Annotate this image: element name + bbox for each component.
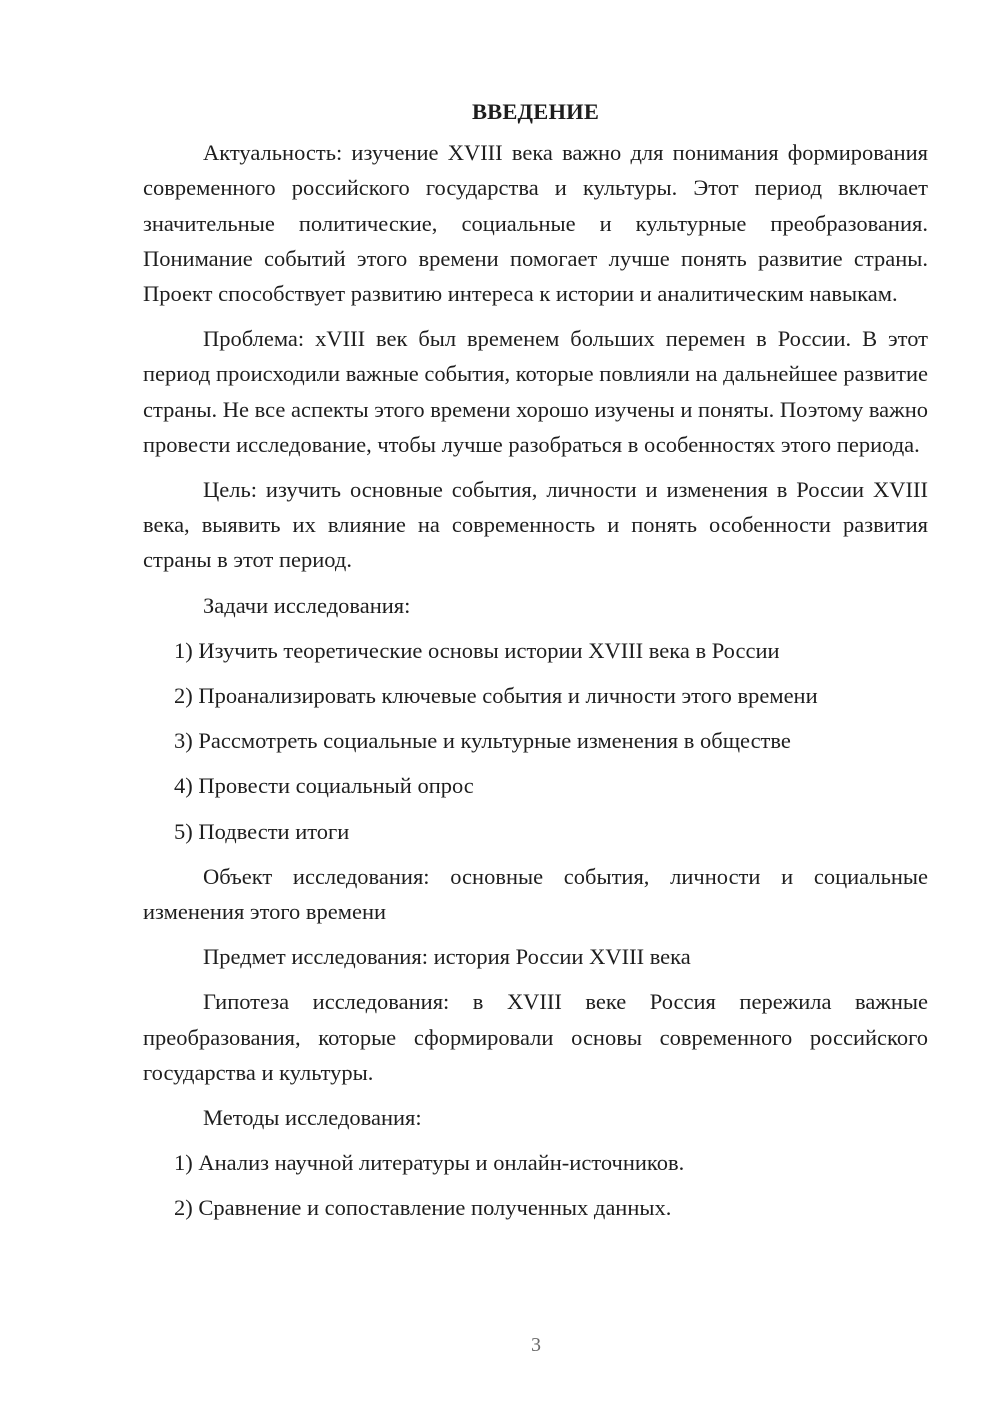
list-item: 5) Подвести итоги <box>174 818 350 844</box>
page-content <box>143 94 928 1236</box>
list-item: 2) Сравнение и сопоставление полученных данных. <box>174 1195 672 1221</box>
subject-paragraph: Предмет исследования: история России XVIII века <box>203 944 691 970</box>
section-title: ВВЕДЕНИЕ <box>471 99 600 124</box>
list-item: 1) Анализ научной литературы и онлайн-источников. <box>174 1150 685 1176</box>
problem-paragraph: Проблема: xVIII век был временем больших перемен в России. В этот период происходили важные события, которые повлияли на дальнейшее развитие страны. Не все аспекты этого времени хорошо изучены и поняты. Поэтому важно провести исследование, чтобы лучше разобраться в особенностях этого периода. <box>143 326 928 457</box>
tasks-heading: Задачи исследования: <box>203 592 411 618</box>
relevance-paragraph: Актуальность: изучение XVIII века важно для понимания формирования современного российского государства и культуры. Этот период включает значительные политические, социальные и культурные преобразования. Понимание событий этого времени помогает лучше понять развитие страны. Проект способствует развитию интереса к истории и аналитическим навыкам. <box>143 140 928 307</box>
list-item: 1) Изучить теоретические основы истории XVIII века в России <box>174 637 780 663</box>
page-number: 3 <box>531 1334 541 1356</box>
list-item: 3) Рассмотреть социальные и культурные изменения в обществе <box>174 728 791 754</box>
hypothesis-paragraph: Гипотеза исследования: в XVIII веке Россия пережила важные преобразования, которые сформировали основы современного российского государства и культуры. <box>143 989 928 1085</box>
list-item: 4) Провести социальный опрос <box>174 773 474 799</box>
list-item: 2) Проанализировать ключевые события и личности этого времени <box>174 683 818 709</box>
methods-list <box>143 1145 928 1225</box>
object-paragraph: Объект исследования: основные события, личности и социальные изменения этого времени <box>143 863 928 925</box>
goal-paragraph: Цель: изучить основные события, личности и изменения в России XVIII века, выявить их влияние на современность и понять особенности развития страны в этот период. <box>143 477 928 573</box>
methods-heading: Методы исследования: <box>203 1105 422 1131</box>
tasks-list <box>143 633 928 849</box>
